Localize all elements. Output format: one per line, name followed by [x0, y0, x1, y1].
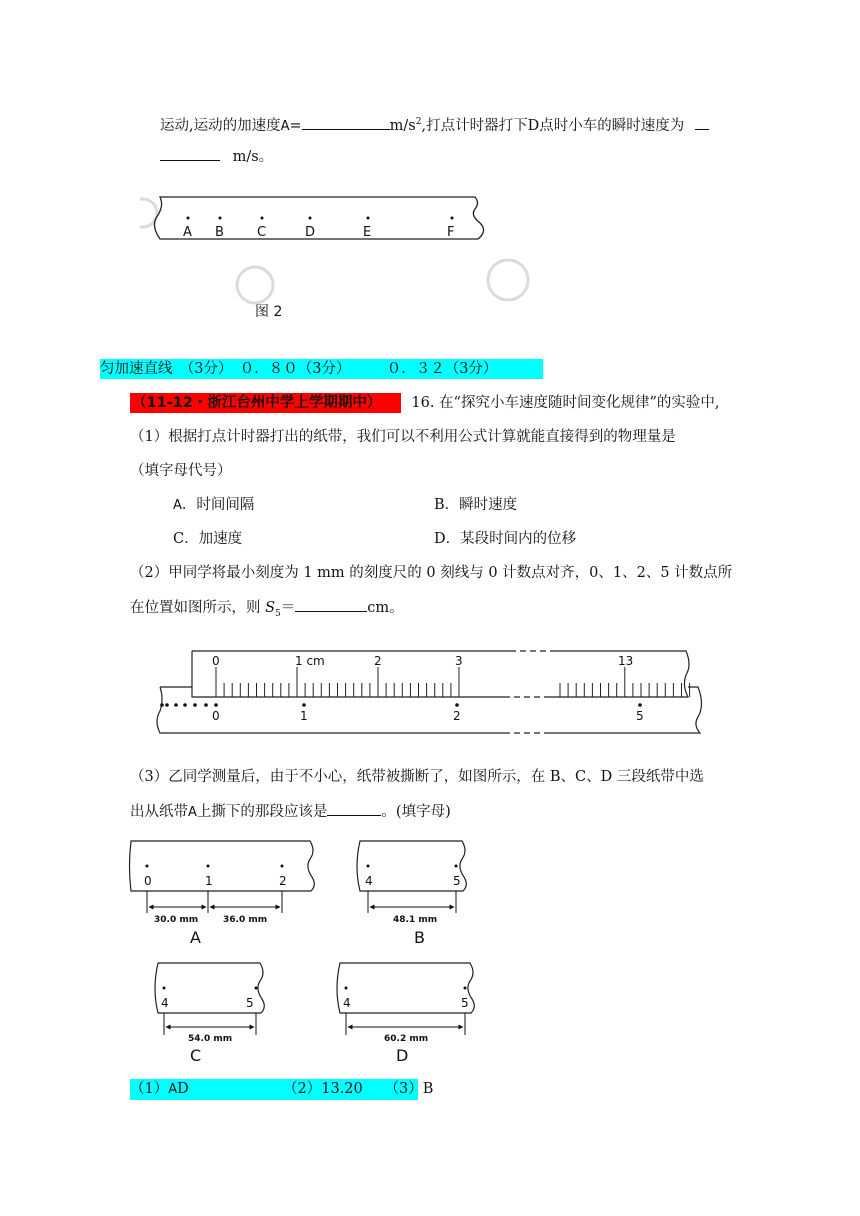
- count-point-1: [302, 703, 306, 707]
- figure2-tape: [140, 185, 540, 325]
- svg-text:36.0 mm: 36.0 mm: [223, 915, 268, 925]
- tape-label-d: D: [305, 225, 316, 240]
- watermark-icon: [140, 199, 528, 303]
- tape-point-a: [187, 217, 190, 220]
- tape-points: [187, 217, 454, 220]
- scale-label-1cm: 1 cm: [295, 654, 325, 668]
- tape-outline: [154, 197, 483, 239]
- count-point-5: [638, 703, 642, 707]
- tapes-figure: [128, 833, 483, 1065]
- tape-dots: [160, 703, 642, 707]
- tape-label-c: C: [257, 225, 267, 240]
- tape-label-b: B: [215, 225, 224, 240]
- point-label-5: 5: [636, 709, 644, 723]
- tape-a: [130, 841, 315, 947]
- tape-point-f: [451, 217, 454, 220]
- svg-text:30.0 mm: 30.0 mm: [154, 915, 199, 925]
- q16-header: （11-12・浙江台州中学上学期期中） 16. 在“探究小车速度随时间变化规律”的实验中,: [132, 395, 720, 411]
- q16-answer: （1）AD （2）13.20 （3）B: [130, 1079, 418, 1100]
- scale-label-3: 3: [455, 654, 463, 668]
- q16-part3-a: （3）乙同学测量后，由于不小心，纸带被撕断了，如图所示，在 B、C、D 三段纸带中选: [130, 769, 704, 785]
- svg-text:1: 1: [205, 874, 213, 888]
- scale-label-2: 2: [374, 654, 382, 668]
- svg-text:54.0 mm: 54.0 mm: [188, 1034, 233, 1044]
- q15-answer: 匀加速直线 （3分） ０．８０（3分） ０．３２（3分）: [100, 359, 543, 379]
- svg-text:5: 5: [453, 874, 461, 888]
- blank-s5[interactable]: [295, 597, 367, 612]
- q16-part2-a: （2）甲同学将最小刻度为 1 mm 的刻度尺的 0 刻线与 0 计数点对齐，0、1、2、5 计数点所: [130, 565, 733, 581]
- q15-line1: 运动,运动的加速度$A= m/s^2$,打点计时器打下D点时小车的瞬时速度为: [160, 112, 709, 137]
- tape-label-a: A: [183, 225, 192, 240]
- blank-velocity-b[interactable]: [160, 146, 220, 161]
- q15-line2: m/s。: [160, 146, 273, 167]
- tape-label-e: E: [363, 225, 372, 240]
- option-d[interactable]: D．某段时间内的位移: [434, 531, 577, 547]
- tape-c-name: C: [190, 1046, 202, 1065]
- svg-text:4: 4: [365, 874, 373, 888]
- svg-text:5: 5: [246, 996, 254, 1010]
- option-b[interactable]: B．瞬时速度: [434, 497, 518, 513]
- q16-part1-b: （填字母代号）: [130, 463, 232, 479]
- svg-text:60.2 mm: 60.2 mm: [384, 1034, 429, 1044]
- tape-a-name: A: [190, 928, 201, 947]
- ruler: [192, 651, 689, 697]
- tape-point-d: [309, 217, 312, 220]
- blank-tape-choice[interactable]: [327, 801, 381, 816]
- count-point-2: [455, 703, 459, 707]
- tape-b[interactable]: [357, 841, 466, 947]
- point-label-0: 0: [212, 709, 220, 723]
- q16-part1-a: （1）根据打点计时器打出的纸带，我们可以不利用公式计算就能直接得到的物理量是: [130, 429, 676, 445]
- source-tag: （11-12・浙江台州中学上学期期中）: [130, 393, 401, 413]
- svg-text:4: 4: [343, 996, 351, 1010]
- tape-c[interactable]: [155, 963, 264, 1065]
- tape-b-name: B: [414, 928, 425, 947]
- svg-text:4: 4: [161, 996, 169, 1010]
- q16-part3-b: 出从纸带A上撕下的那段应该是 。(填字母): [130, 801, 451, 823]
- blank-acceleration[interactable]: [302, 115, 390, 130]
- tape-point-e: [367, 217, 370, 220]
- ruler-ticks: [216, 667, 690, 697]
- svg-text:0: 0: [144, 874, 152, 888]
- ruler-figure: [150, 645, 720, 755]
- option-c[interactable]: C．加速度: [173, 531, 243, 547]
- option-a[interactable]: A．时间间隔: [173, 497, 255, 513]
- tape-label-f: F: [447, 225, 455, 240]
- svg-text:5: 5: [461, 996, 469, 1010]
- blank-velocity-a[interactable]: [695, 115, 709, 130]
- q16-part2-b: 在位置如图所示，则 $S_5=$ cm。: [130, 597, 404, 624]
- svg-text:48.1 mm: 48.1 mm: [393, 915, 438, 925]
- scale-label-0: 0: [212, 654, 220, 668]
- scale-label-13: 13: [618, 654, 634, 668]
- tape-d-name: D: [396, 1046, 409, 1065]
- count-point-0: [214, 703, 218, 707]
- point-label-2: 2: [453, 709, 461, 723]
- tape-d[interactable]: [337, 963, 474, 1065]
- tape-point-b: [219, 217, 222, 220]
- point-label-1: 1: [300, 709, 308, 723]
- sym-a: A: [280, 118, 290, 134]
- svg-text:2: 2: [279, 874, 287, 888]
- tape-point-c: [261, 217, 264, 220]
- paper-tape: [157, 687, 702, 733]
- figure2-caption: 图 2: [255, 304, 283, 320]
